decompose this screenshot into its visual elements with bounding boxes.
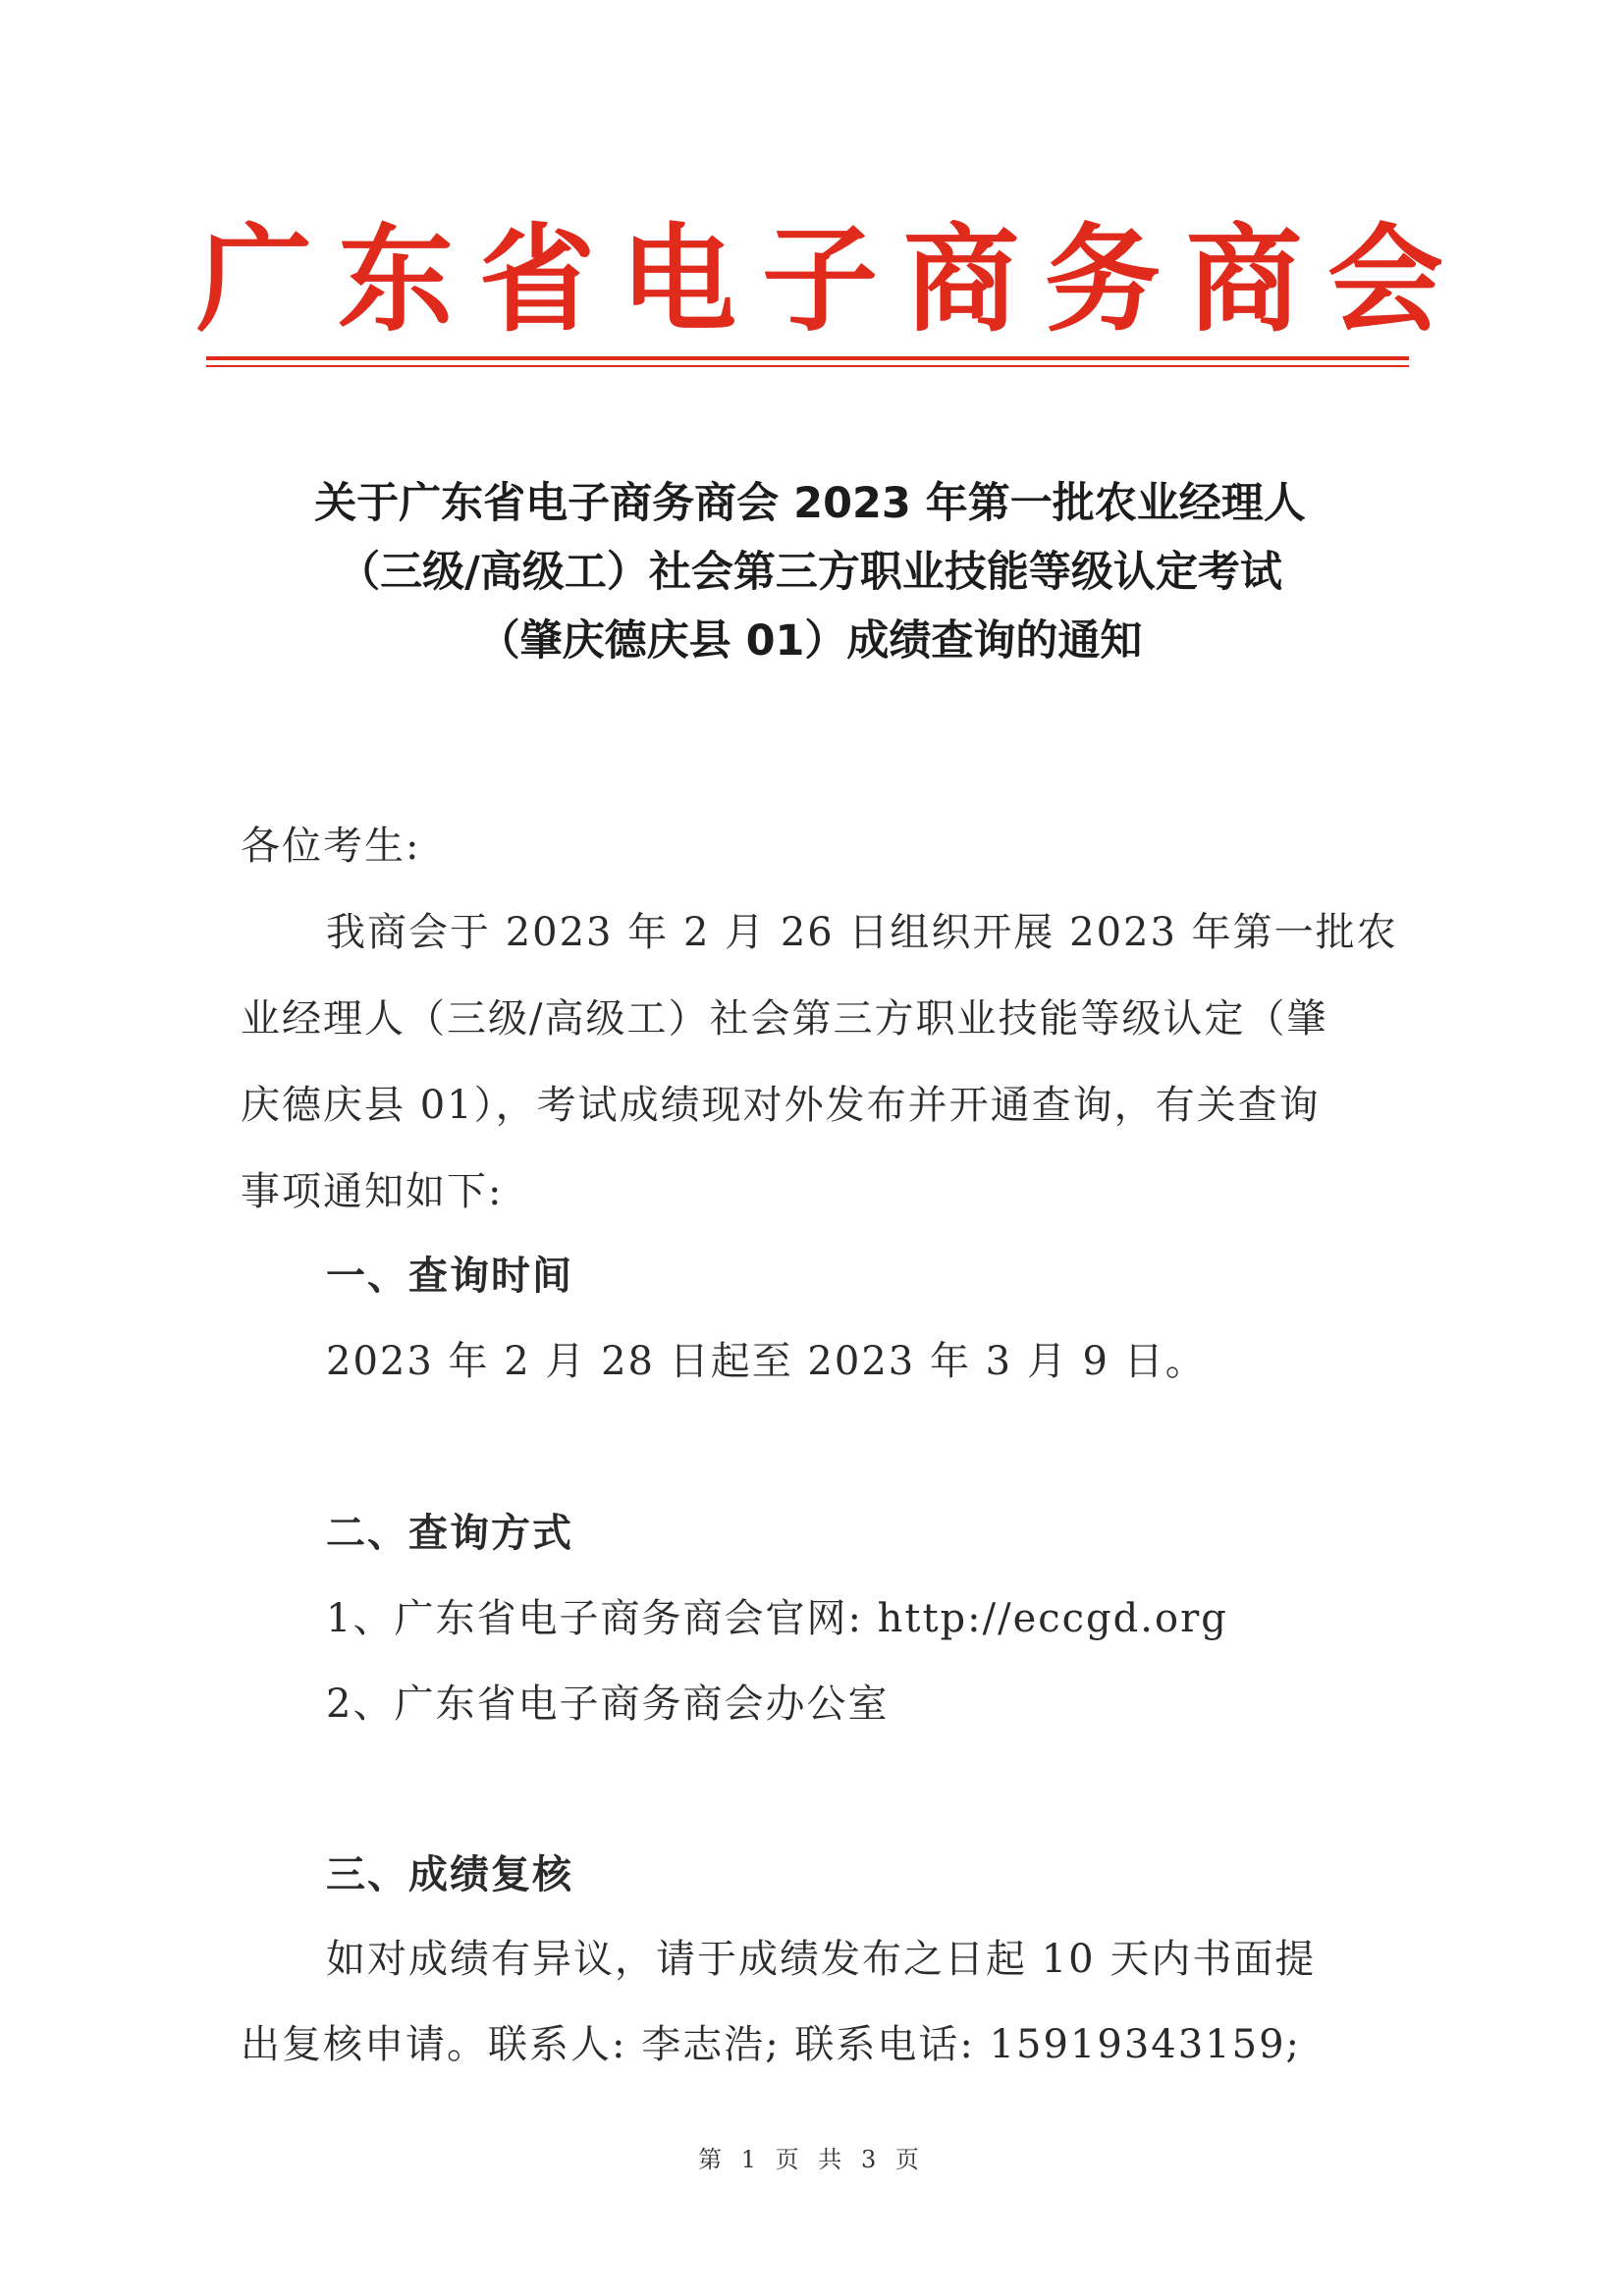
letterhead-rule-thick — [206, 356, 1409, 360]
salutation: 各位考生: — [241, 824, 421, 869]
section1-heading: 一、查询时间 — [326, 1254, 573, 1299]
section3-line-1: 如对成绩有异议，请于成绩发布之日起 10 天内书面提 — [326, 1937, 1317, 1982]
section2-item-2: 2、广东省电子商务商会办公室 — [326, 1682, 890, 1727]
notice-title — [177, 469, 1443, 675]
section2-item-1: 1、广东省电子商务商会官网: http://eccgd.org — [326, 1596, 1228, 1641]
para1-line-2: 业经理人（三级/高级工）社会第三方职业技能等级认定（肇 — [241, 996, 1328, 1041]
para1-line-3: 庆德庆县 01），考试成绩现对外发布并开通查询，有关查询 — [241, 1083, 1321, 1128]
letterhead-org-name: 广东省电子商务商会 — [196, 211, 1470, 347]
para1-line-4: 事项通知如下: — [241, 1169, 504, 1214]
letterhead-rule-thin — [206, 365, 1409, 367]
page-number-footer: 第 1 页 共 3 页 — [698, 2146, 925, 2173]
para1-line-1: 我商会于 2023 年 2 月 26 日组织开展 2023 年第一批农 — [326, 910, 1398, 955]
title-line-2: （三级/高级工）社会第三方职业技能等级认定考试 — [338, 548, 1282, 597]
title-line-1: 关于广东省电子商务商会 2023 年第一批农业经理人 — [314, 479, 1306, 528]
section3-heading: 三、成绩复核 — [326, 1852, 573, 1897]
section3-line-2: 出复核申请。联系人: 李志浩; 联系电话: 15919343159; — [241, 2022, 1301, 2067]
section2-heading: 二、查询方式 — [326, 1511, 573, 1556]
title-line-3: （肇庆德庆县 01）成绩查询的通知 — [477, 616, 1143, 666]
section1-text: 2023 年 2 月 28 日起至 2023 年 3 月 9 日。 — [326, 1339, 1207, 1384]
